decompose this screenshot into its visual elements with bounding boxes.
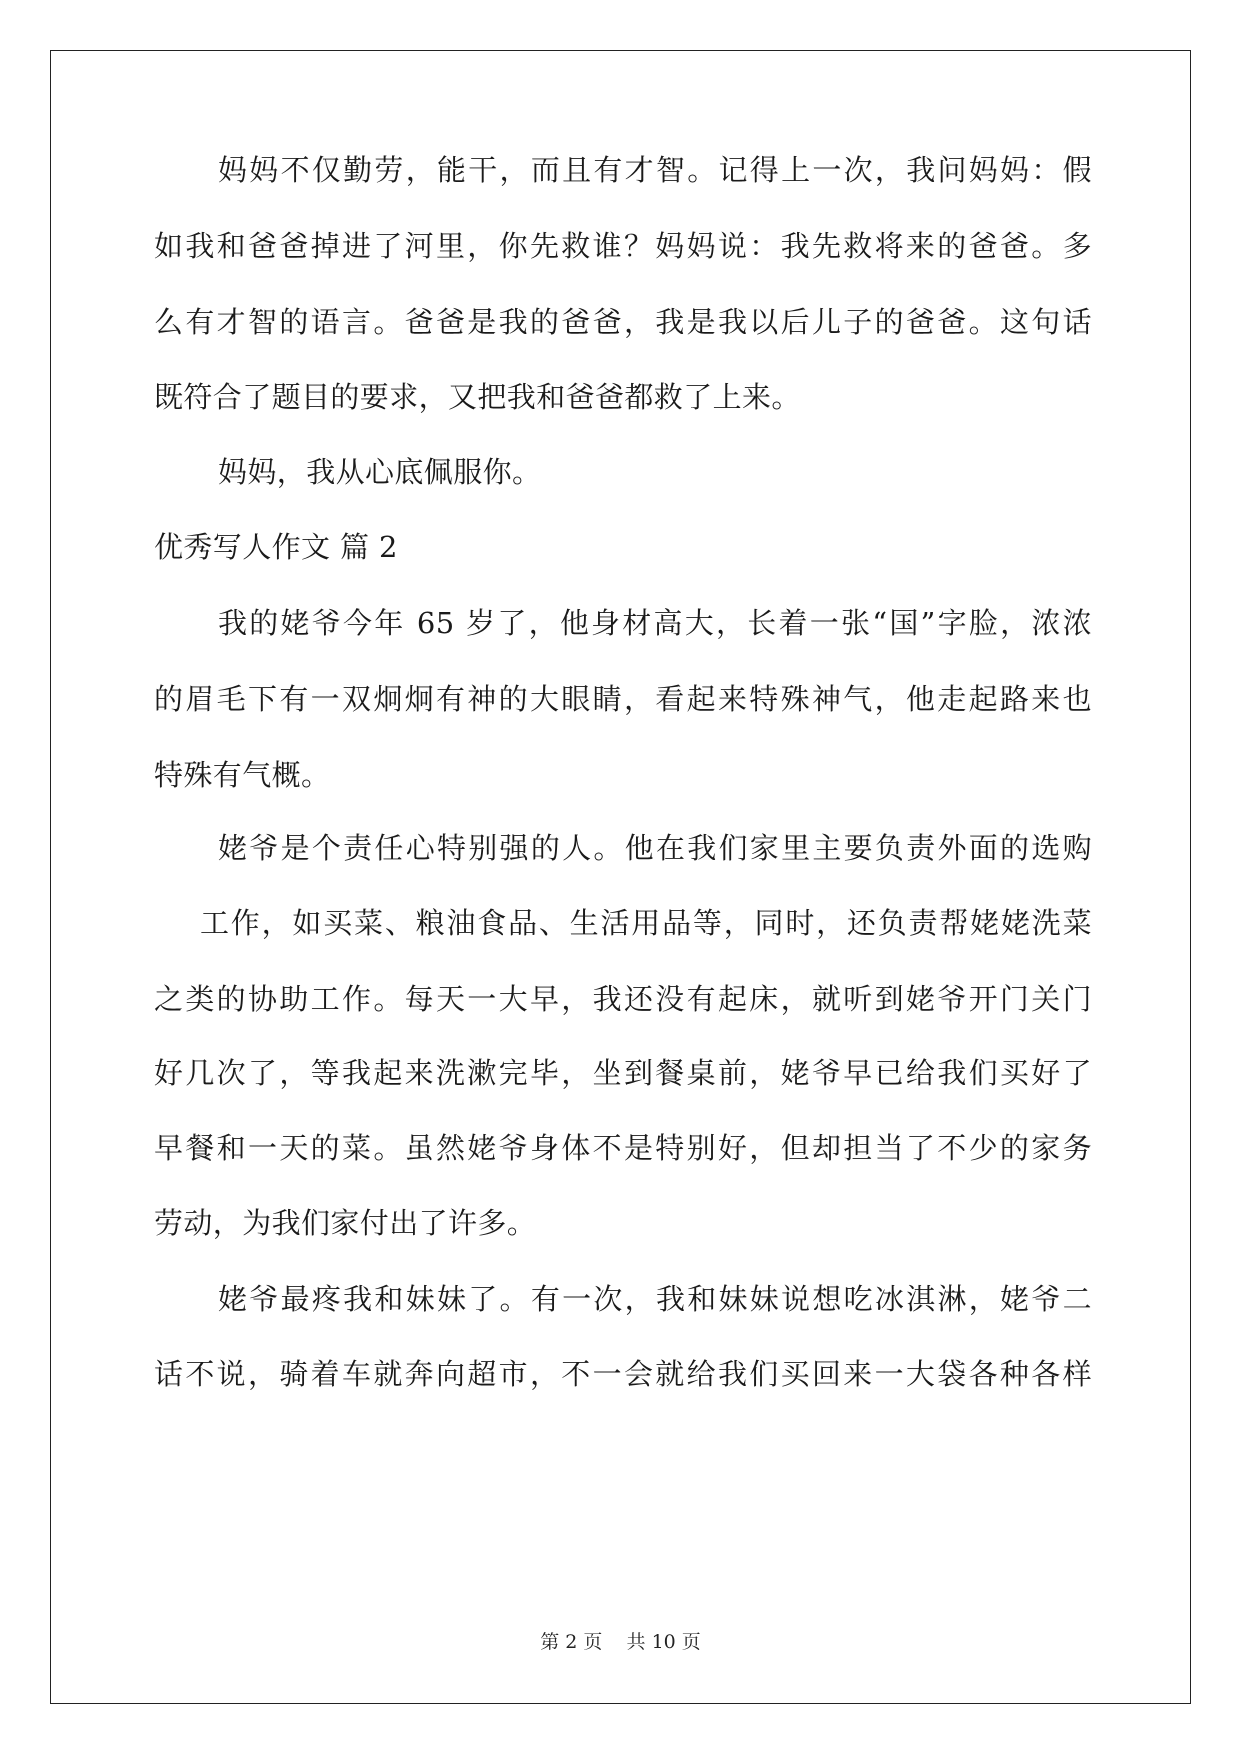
paragraph-line: 话不说，骑着车就奔向超市，不一会就给我们买回来一大袋各种各样 xyxy=(154,1357,1092,1391)
paragraph-line: 工作，如买菜、粮油食品、生活用品等，同时，还负责帮姥姥洗菜 xyxy=(200,906,1092,940)
page-number: 第 2 页 共 10 页 xyxy=(540,1631,701,1653)
paragraph-line: 姥爷是个责任心特别强的人。他在我们家里主要负责外面的选购 xyxy=(218,831,1092,865)
paragraph-line: 的眉毛下有一双炯炯有神的大眼睛，看起来特殊神气，他走起路来也 xyxy=(154,682,1092,716)
paragraph-line: 好几次了，等我起来洗漱完毕，坐到餐桌前，姥爷早已给我们买好了 xyxy=(154,1056,1092,1090)
paragraph-line: 如我和爸爸掉进了河里，你先救谁？妈妈说：我先救将来的爸爸。多 xyxy=(154,229,1092,263)
page-footer xyxy=(0,1630,1241,1654)
page-border xyxy=(50,50,1191,1704)
paragraph-line: 么有才智的语言。爸爸是我的爸爸，我是我以后儿子的爸爸。这句话 xyxy=(154,305,1092,339)
paragraph-line: 早餐和一天的菜。虽然姥爷身体不是特别好，但却担当了不少的家务 xyxy=(154,1131,1092,1165)
paragraph-line: 之类的协助工作。每天一大早，我还没有起床，就听到姥爷开门关门 xyxy=(154,982,1092,1016)
paragraph-line: 既符合了题目的要求，又把我和爸爸都救了上来。 xyxy=(154,380,801,414)
paragraph-line: 特殊有气概。 xyxy=(154,758,331,792)
paragraph-line: 妈妈，我从心底佩服你。 xyxy=(218,455,542,489)
paragraph-line: 我的姥爷今年 65 岁了，他身材高大，长着一张“国”字脸，浓浓 xyxy=(218,606,1092,640)
paragraph-line: 劳动，为我们家付出了许多。 xyxy=(154,1206,537,1240)
paragraph-line: 姥爷最疼我和妹妹了。有一次，我和妹妹说想吃冰淇淋，姥爷二 xyxy=(218,1282,1092,1316)
section-heading: 优秀写人作文 篇 2 xyxy=(154,530,398,564)
paragraph-line: 妈妈不仅勤劳，能干，而且有才智。记得上一次，我问妈妈：假 xyxy=(218,153,1092,187)
